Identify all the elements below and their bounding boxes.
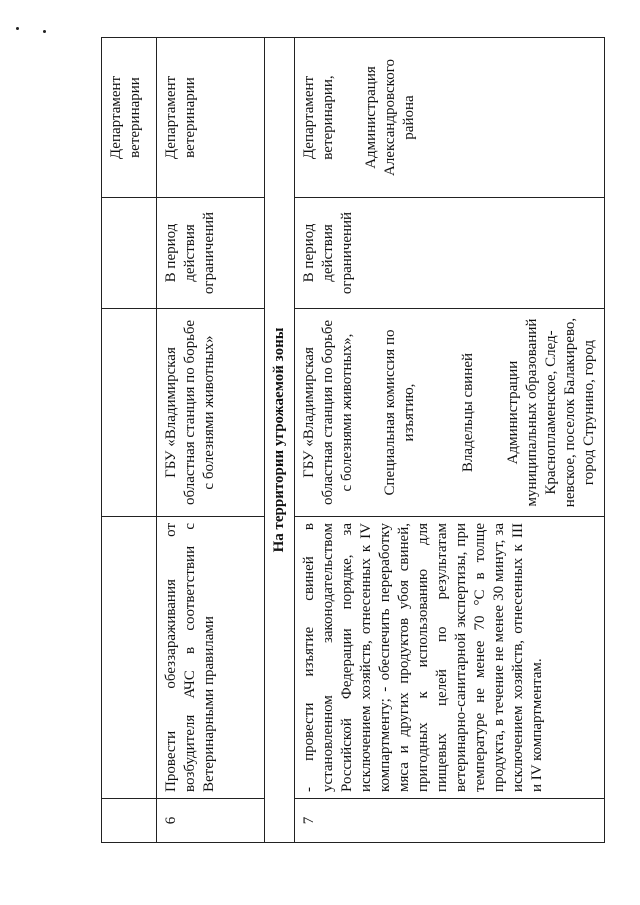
executor-commission: Специальная комиссия по изъятию, bbox=[382, 329, 417, 496]
table-row bbox=[102, 38, 157, 843]
executor-cell bbox=[295, 309, 605, 517]
section-row bbox=[265, 38, 295, 843]
term-cell bbox=[102, 198, 157, 309]
responsible-administration: Администрация Александровского района bbox=[363, 59, 417, 177]
executor-owners: Владельцы свиней bbox=[460, 352, 476, 473]
row-number: 6 bbox=[157, 799, 265, 843]
term-cell: В период действия ограничений bbox=[295, 198, 605, 309]
executor-cell bbox=[102, 309, 157, 517]
scan-speck bbox=[16, 27, 19, 30]
executor-administrations: Администрации муниципальных образований Краснопламенское, Следневское, поселок Балакирево, город Струнино, город bbox=[505, 317, 597, 508]
measures-table bbox=[101, 37, 605, 843]
table-row bbox=[157, 38, 265, 843]
responsible-cell: Департамент ветеринарии bbox=[157, 38, 265, 198]
measure-cell bbox=[102, 517, 157, 799]
responsible-cell: Департамент ветеринарии bbox=[102, 38, 157, 198]
responsible-department: Департамент ветеринарии, bbox=[301, 75, 336, 160]
executor-station: ГБУ «Владимирская областная станция по борьбе с болезнями животных», bbox=[301, 319, 355, 506]
row-number bbox=[102, 799, 157, 843]
scan-speck bbox=[43, 30, 46, 33]
measure-cell: - провести изъятие свиней в установленном законодательством Российской Федерации порядке, за исключением хозяйств, отнесенных к IV компартменту; - обеспечить переработку мяса и других продуктов убоя свиней, пригодных к использованию для пищевых целей по результатам ветеринарно-санитарной экспертизы, при температуре не менее 70 °С в толще продукта, в течение не менее 30 минут, за исключением хозяйств, отнесенных к III и IV компартментам. bbox=[295, 517, 605, 799]
table-row bbox=[295, 38, 605, 843]
executor-cell: ГБУ «Владимирская областная станция по борьбе с болезнями животных» bbox=[157, 309, 265, 517]
term-cell: В период действия ограничений bbox=[157, 198, 265, 309]
rotated-table-container bbox=[101, 38, 597, 843]
row-number: 7 bbox=[295, 799, 605, 843]
section-title: На территории угрожаемой зоны bbox=[265, 38, 295, 843]
measure-cell: Провести обеззараживания от возбудителя АЧС в соответствии с Ветеринарными правилами bbox=[157, 517, 265, 799]
responsible-cell bbox=[295, 38, 605, 198]
